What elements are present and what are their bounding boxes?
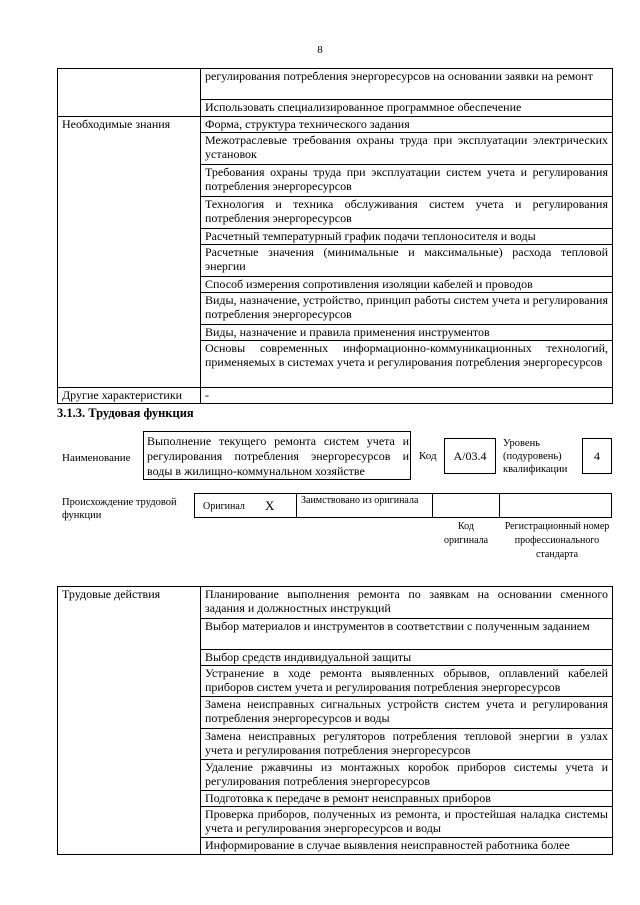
name-label: Наименование: [62, 452, 131, 464]
original-mark: X: [265, 498, 275, 513]
table-row: Технология и техника обслуживания систем учета и регулирования потребления энергоресурсов: [201, 197, 613, 229]
empty-label-cell: [58, 69, 201, 117]
origin-label: Происхождение трудовой функции: [62, 497, 177, 521]
table-row: Выбор средств индивидуальной защиты: [201, 650, 613, 666]
name-value: Выполнение текущего ремонта систем учета и регулирования потребления энергоресурсов и воды в жилищно-коммунальном хозяйстве: [147, 434, 409, 478]
knowledge-label: Необходимые знания: [58, 117, 201, 388]
table-row: Замена неисправных регуляторов потребления тепловой энергии в узлах учета и регулирования потребления энергоресурсов: [201, 729, 613, 760]
table-row: Способ измерения сопротивления изоляции кабелей и проводов: [201, 277, 613, 293]
original-label: Оригинал: [203, 501, 245, 512]
origin-divider-2: [432, 493, 433, 518]
table-row: Замена неисправных сигнальных устройств систем учета и регулирования потребления энергоресурсов и воды: [201, 697, 613, 729]
table-row: Выбор материалов и инструментов в соответствии с полученным заданием: [201, 619, 613, 650]
knowledge-table: [57, 68, 613, 404]
table-row: Межотраслевые требования охраны труда при эксплуатации электрических установок: [201, 133, 613, 165]
table-row: Основы современных информационно-коммуникационных технологий, применяемых в системах учета и регулирования потребления энергоресурсов: [201, 341, 613, 388]
level-label: Уровень (подуровень) квалификации: [503, 438, 568, 475]
origin-divider-3: [499, 493, 500, 518]
table-row: Виды, назначение, устройство, принцип работы систем учета и регулирования потребления энергоресурсов: [201, 293, 613, 325]
table-row: Подготовка к передаче в ремонт неисправных приборов: [201, 791, 613, 807]
other-label: Другие характеристики: [58, 388, 201, 404]
code-caption: Код оригинала: [443, 521, 489, 546]
table-row: Виды, назначение и правила применения инструментов: [201, 325, 613, 341]
level-value: 4: [594, 449, 600, 463]
table-row: Планирование выполнения ремонта по заявкам на основании сменного задания и должностных инструкций: [201, 587, 613, 619]
other-value: -: [201, 388, 613, 404]
code-label: Код: [419, 450, 437, 462]
reg-caption: Регистрационный номер профессионального стандарта: [504, 521, 610, 560]
table-row: Удаление ржавчины из монтажных коробок приборов системы учета и регулирования потребления энергоресурсов: [201, 760, 613, 791]
origin-divider-1: [296, 493, 297, 518]
table-row: Расчетные значения (минимальные и максимальные) расхода тепловой энергии: [201, 245, 613, 277]
table-row: Устранение в ходе ремонта выявленных обрывов, оплавлений кабелей приборов систем учета и регулирования потребления энергоресурсов: [201, 666, 613, 697]
table-row: регулирования потребления энергоресурсов на основании заявки на ремонт: [201, 69, 613, 100]
actions-table: [57, 586, 613, 855]
table-row: Требования охраны труда при эксплуатации систем учета и регулирования потребления энергоресурсов: [201, 165, 613, 197]
table-row: Использовать специализированное программное обеспечение: [201, 100, 613, 117]
page-number: 8: [317, 44, 323, 56]
table-row: Форма, структура технического задания: [201, 117, 613, 133]
actions-label: Трудовые действия: [58, 587, 201, 855]
table-row: Расчетный температурный график подачи теплоносителя и воды: [201, 229, 613, 245]
section-title: 3.1.3. Трудовая функция: [57, 406, 194, 420]
code-value: А/03.4: [453, 449, 487, 463]
borrowed-label: Заимствовано из оригинала: [301, 495, 419, 506]
table-row: Информирование в случае выявления неисправностей работника более: [201, 838, 613, 855]
table-row: Проверка приборов, полученных из ремонта, и простейшая наладка системы учета и регулирования энергоресурсов и воды: [201, 807, 613, 838]
